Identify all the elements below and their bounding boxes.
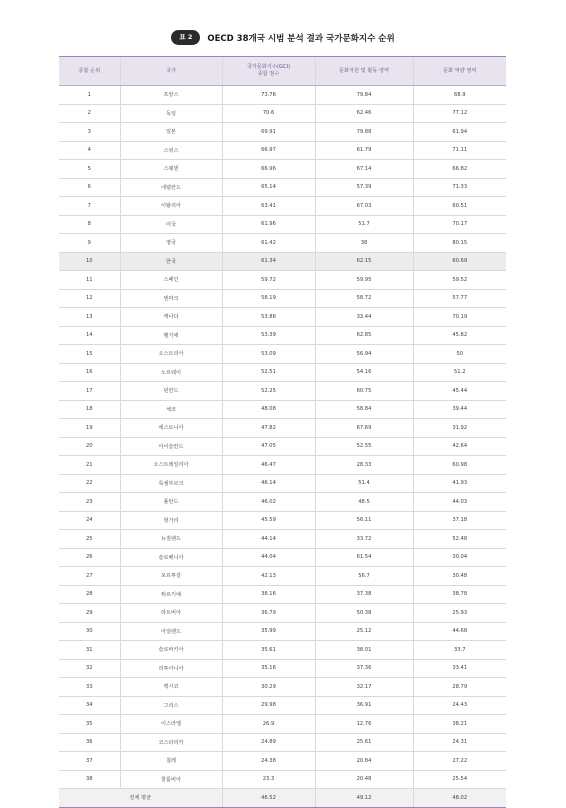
resources-score-cell: 20.48	[315, 770, 413, 789]
gci-score-cell: 59.72	[222, 271, 315, 290]
country-cell: 스페인	[120, 271, 222, 290]
country-cell: 슬로바키아	[120, 641, 222, 660]
resources-score-cell: 52.55	[315, 437, 413, 456]
rank-cell: 21	[59, 456, 120, 475]
table-row	[59, 493, 506, 512]
capacity-score-cell: 70.19	[413, 308, 506, 327]
capacity-score-cell: 25.54	[413, 770, 506, 789]
table-row	[59, 715, 506, 734]
rank-cell: 19	[59, 419, 120, 438]
resources-score-cell: 60.75	[315, 382, 413, 401]
capacity-score-cell: 39.44	[413, 400, 506, 419]
gci-score-cell: 23.3	[222, 770, 315, 789]
country-cell: 슬로베니아	[120, 548, 222, 567]
resources-score-cell: 62.46	[315, 104, 413, 123]
resources-score-cell: 79.88	[315, 123, 413, 142]
rank-cell: 34	[59, 696, 120, 715]
country-cell: 미국	[120, 215, 222, 234]
country-cell: 그리스	[120, 696, 222, 715]
table-row	[59, 548, 506, 567]
table-row	[59, 308, 506, 327]
resources-score-cell: 28.33	[315, 456, 413, 475]
table-row	[59, 86, 506, 105]
resources-score-cell: 33.72	[315, 530, 413, 549]
rank-cell: 20	[59, 437, 120, 456]
resources-score-cell: 54.16	[315, 363, 413, 382]
country-cell: 뉴질랜드	[120, 530, 222, 549]
rank-cell: 37	[59, 752, 120, 771]
rank-cell: 38	[59, 770, 120, 789]
header-rank	[59, 57, 120, 86]
country-cell: 아일랜드	[120, 622, 222, 641]
gci-score-cell: 30.29	[222, 678, 315, 697]
country-cell: 프랑스	[120, 86, 222, 105]
gci-score-cell: 53.39	[222, 326, 315, 345]
country-cell: 노르웨이	[120, 363, 222, 382]
table-row	[59, 363, 506, 382]
header-text: 종합 순위	[78, 67, 101, 74]
table-row	[59, 622, 506, 641]
table-number-badge: 표 2	[171, 30, 200, 45]
table-row	[59, 160, 506, 179]
gci-score-cell: 47.82	[222, 419, 315, 438]
resources-score-cell: 20.84	[315, 752, 413, 771]
country-cell: 에스토니아	[120, 419, 222, 438]
table-row	[59, 696, 506, 715]
average-gci: 46.52	[222, 789, 315, 808]
rank-cell: 16	[59, 363, 120, 382]
gci-score-cell: 61.42	[222, 234, 315, 253]
capacity-score-cell: 51.2	[413, 363, 506, 382]
rank-cell: 11	[59, 271, 120, 290]
gci-score-cell: 63.41	[222, 197, 315, 216]
gci-score-cell: 53.09	[222, 345, 315, 364]
gci-score-cell: 69.91	[222, 123, 315, 142]
header-text: 문화 역량 영역	[443, 67, 477, 74]
resources-score-cell: 67.69	[315, 419, 413, 438]
rank-cell: 5	[59, 160, 120, 179]
table-row	[59, 271, 506, 290]
capacity-score-cell: 61.94	[413, 123, 506, 142]
rank-cell: 36	[59, 733, 120, 752]
table-title: OECD 38개국 시범 분석 결과 국가문화지수 순위	[207, 33, 395, 44]
rank-cell: 6	[59, 178, 120, 197]
country-cell: 독일	[120, 104, 222, 123]
table-row	[59, 585, 506, 604]
resources-score-cell: 33.44	[315, 308, 413, 327]
resources-score-cell: 36.91	[315, 696, 413, 715]
country-cell: 덴마크	[120, 289, 222, 308]
table-row	[59, 456, 506, 475]
capacity-score-cell: 52.48	[413, 530, 506, 549]
table-body	[59, 86, 506, 789]
resources-score-cell: 38	[315, 234, 413, 253]
gci-score-cell: 42.13	[222, 567, 315, 586]
gci-score-cell: 70.6	[222, 104, 315, 123]
capacity-score-cell: 44.03	[413, 493, 506, 512]
resources-score-cell: 25.12	[315, 622, 413, 641]
table-row	[59, 752, 506, 771]
gci-score-cell: 46.02	[222, 493, 315, 512]
header-text: 국가문화지수(GCI)	[246, 64, 291, 70]
resources-score-cell: 59.95	[315, 271, 413, 290]
resources-score-cell: 37.38	[315, 585, 413, 604]
country-cell: 핀란드	[120, 382, 222, 401]
gci-score-cell: 53.86	[222, 308, 315, 327]
ranking-table	[59, 56, 506, 808]
table-row	[59, 215, 506, 234]
gci-score-cell: 44.04	[222, 548, 315, 567]
country-cell: 스위스	[120, 141, 222, 160]
gci-score-cell: 45.59	[222, 511, 315, 530]
capacity-score-cell: 38.78	[413, 585, 506, 604]
resources-score-cell: 62.15	[315, 252, 413, 271]
rank-cell: 2	[59, 104, 120, 123]
capacity-score-cell: 70.17	[413, 215, 506, 234]
country-cell: 오스트레일리아	[120, 456, 222, 475]
capacity-score-cell: 27.22	[413, 752, 506, 771]
gci-score-cell: 73.76	[222, 86, 315, 105]
capacity-score-cell: 31.92	[413, 419, 506, 438]
country-cell: 헝가리	[120, 511, 222, 530]
capacity-score-cell: 33.41	[413, 659, 506, 678]
rank-cell: 10	[59, 252, 120, 271]
table-row	[59, 733, 506, 752]
resources-score-cell: 56.11	[315, 511, 413, 530]
table-row	[59, 678, 506, 697]
resources-score-cell: 32.17	[315, 678, 413, 697]
country-cell: 튀르키예	[120, 585, 222, 604]
resources-score-cell: 58.72	[315, 289, 413, 308]
gci-score-cell: 46.14	[222, 474, 315, 493]
gci-score-cell: 24.38	[222, 752, 315, 771]
table-row	[59, 530, 506, 549]
header-text: 국가	[165, 67, 177, 74]
rank-cell: 28	[59, 585, 120, 604]
rank-cell: 22	[59, 474, 120, 493]
country-cell: 오스트리아	[120, 345, 222, 364]
capacity-score-cell: 42.64	[413, 437, 506, 456]
country-cell: 스웨덴	[120, 160, 222, 179]
gci-score-cell: 65.14	[222, 178, 315, 197]
gci-score-cell: 38.16	[222, 585, 315, 604]
gci-score-cell: 24.89	[222, 733, 315, 752]
resources-score-cell: 51.7	[315, 215, 413, 234]
capacity-score-cell: 24.31	[413, 733, 506, 752]
resources-score-cell: 56.7	[315, 567, 413, 586]
capacity-score-cell: 57.77	[413, 289, 506, 308]
capacity-score-cell: 28.79	[413, 678, 506, 697]
resources-score-cell: 61.54	[315, 548, 413, 567]
country-cell: 멕시코	[120, 678, 222, 697]
capacity-score-cell: 71.11	[413, 141, 506, 160]
rank-cell: 17	[59, 382, 120, 401]
resources-score-cell: 61.79	[315, 141, 413, 160]
rank-cell: 13	[59, 308, 120, 327]
rank-cell: 35	[59, 715, 120, 734]
resources-score-cell: 79.84	[315, 86, 413, 105]
rank-cell: 27	[59, 567, 120, 586]
table-row	[59, 382, 506, 401]
rank-cell: 4	[59, 141, 120, 160]
capacity-score-cell: 77.12	[413, 104, 506, 123]
resources-score-cell: 51.4	[315, 474, 413, 493]
gci-score-cell: 44.14	[222, 530, 315, 549]
country-cell: 캐나다	[120, 308, 222, 327]
rank-cell: 3	[59, 123, 120, 142]
gci-score-cell: 36.79	[222, 604, 315, 623]
country-cell: 한국	[120, 252, 222, 271]
country-cell: 폴란드	[120, 493, 222, 512]
capacity-score-cell: 30.48	[413, 567, 506, 586]
gci-score-cell: 61.34	[222, 252, 315, 271]
capacity-score-cell: 60.69	[413, 252, 506, 271]
rank-cell: 25	[59, 530, 120, 549]
average-resources: 49.12	[315, 789, 413, 808]
rank-cell: 9	[59, 234, 120, 253]
table-row	[59, 400, 506, 419]
capacity-score-cell: 24.43	[413, 696, 506, 715]
rank-cell: 1	[59, 86, 120, 105]
table-row	[59, 437, 506, 456]
header-text: 문화자원 및 활동 영역	[338, 67, 390, 74]
rank-cell: 24	[59, 511, 120, 530]
table-row	[59, 141, 506, 160]
table-row	[59, 104, 506, 123]
gci-score-cell: 61.96	[222, 215, 315, 234]
table-caption	[0, 30, 566, 45]
table-row	[59, 178, 506, 197]
average-row	[59, 789, 506, 808]
rank-cell: 15	[59, 345, 120, 364]
header-resources-activities	[315, 57, 413, 86]
gci-score-cell: 29.98	[222, 696, 315, 715]
resources-score-cell: 56.94	[315, 345, 413, 364]
gci-score-cell: 48.08	[222, 400, 315, 419]
rank-cell: 33	[59, 678, 120, 697]
capacity-score-cell: 59.52	[413, 271, 506, 290]
gci-score-cell: 58.19	[222, 289, 315, 308]
resources-score-cell: 48.5	[315, 493, 413, 512]
rank-cell: 23	[59, 493, 120, 512]
table-row	[59, 770, 506, 789]
capacity-score-cell: 37.18	[413, 511, 506, 530]
table-row	[59, 567, 506, 586]
rank-cell: 32	[59, 659, 120, 678]
table-row	[59, 604, 506, 623]
table-row	[59, 289, 506, 308]
capacity-score-cell: 30.04	[413, 548, 506, 567]
rank-cell: 30	[59, 622, 120, 641]
country-cell: 라트비아	[120, 604, 222, 623]
country-cell: 칠레	[120, 752, 222, 771]
gci-score-cell: 35.61	[222, 641, 315, 660]
table-row	[59, 234, 506, 253]
capacity-score-cell: 68.9	[413, 86, 506, 105]
resources-score-cell: 38.01	[315, 641, 413, 660]
average-label: 전체 평균	[59, 789, 222, 808]
country-cell: 벨기에	[120, 326, 222, 345]
rank-cell: 8	[59, 215, 120, 234]
gci-score-cell: 47.05	[222, 437, 315, 456]
rank-cell: 29	[59, 604, 120, 623]
rank-cell: 31	[59, 641, 120, 660]
table-row	[59, 252, 506, 271]
capacity-score-cell: 45.82	[413, 326, 506, 345]
capacity-score-cell: 33.7	[413, 641, 506, 660]
capacity-score-cell: 45.44	[413, 382, 506, 401]
gci-score-cell: 35.99	[222, 622, 315, 641]
resources-score-cell: 67.14	[315, 160, 413, 179]
table-row	[59, 419, 506, 438]
gci-score-cell: 66.96	[222, 160, 315, 179]
country-cell: 룩셈부르크	[120, 474, 222, 493]
resources-score-cell: 58.84	[315, 400, 413, 419]
table-row	[59, 641, 506, 660]
capacity-score-cell: 60.98	[413, 456, 506, 475]
resources-score-cell: 12.76	[315, 715, 413, 734]
country-cell: 네덜란드	[120, 178, 222, 197]
capacity-score-cell: 60.51	[413, 197, 506, 216]
gci-score-cell: 52.51	[222, 363, 315, 382]
table-header-row	[59, 57, 506, 86]
header-country	[120, 57, 222, 86]
country-cell: 포르투갈	[120, 567, 222, 586]
country-cell: 코스타리카	[120, 733, 222, 752]
country-cell: 아이슬란드	[120, 437, 222, 456]
table-row	[59, 474, 506, 493]
country-cell: 체코	[120, 400, 222, 419]
resources-score-cell: 57.39	[315, 178, 413, 197]
capacity-score-cell: 80.15	[413, 234, 506, 253]
country-cell: 일본	[120, 123, 222, 142]
resources-score-cell: 62.85	[315, 326, 413, 345]
rank-cell: 12	[59, 289, 120, 308]
country-cell: 이스라엘	[120, 715, 222, 734]
resources-score-cell: 67.03	[315, 197, 413, 216]
capacity-score-cell: 44.68	[413, 622, 506, 641]
capacity-score-cell: 25.93	[413, 604, 506, 623]
capacity-score-cell: 71.33	[413, 178, 506, 197]
table-row	[59, 659, 506, 678]
capacity-score-cell: 66.82	[413, 160, 506, 179]
capacity-score-cell: 38.21	[413, 715, 506, 734]
capacity-score-cell: 50	[413, 345, 506, 364]
capacity-score-cell: 41.93	[413, 474, 506, 493]
table-row	[59, 345, 506, 364]
country-cell: 리투아니아	[120, 659, 222, 678]
gci-score-cell: 52.25	[222, 382, 315, 401]
gci-score-cell: 35.16	[222, 659, 315, 678]
gci-score-cell: 46.47	[222, 456, 315, 475]
rank-cell: 7	[59, 197, 120, 216]
rank-cell: 14	[59, 326, 120, 345]
rank-cell: 18	[59, 400, 120, 419]
resources-score-cell: 50.38	[315, 604, 413, 623]
header-text: 종합 점수	[257, 71, 280, 77]
table-row	[59, 123, 506, 142]
country-cell: 영국	[120, 234, 222, 253]
header-cultural-capacity	[413, 57, 506, 86]
rank-cell: 26	[59, 548, 120, 567]
country-cell: 콜롬비아	[120, 770, 222, 789]
header-gci-score	[222, 57, 315, 86]
gci-score-cell: 26.9	[222, 715, 315, 734]
resources-score-cell: 25.61	[315, 733, 413, 752]
table-row	[59, 326, 506, 345]
table-row	[59, 197, 506, 216]
gci-score-cell: 66.97	[222, 141, 315, 160]
table-row	[59, 511, 506, 530]
resources-score-cell: 37.36	[315, 659, 413, 678]
average-capacity: 48.02	[413, 789, 506, 808]
country-cell: 이탈리아	[120, 197, 222, 216]
